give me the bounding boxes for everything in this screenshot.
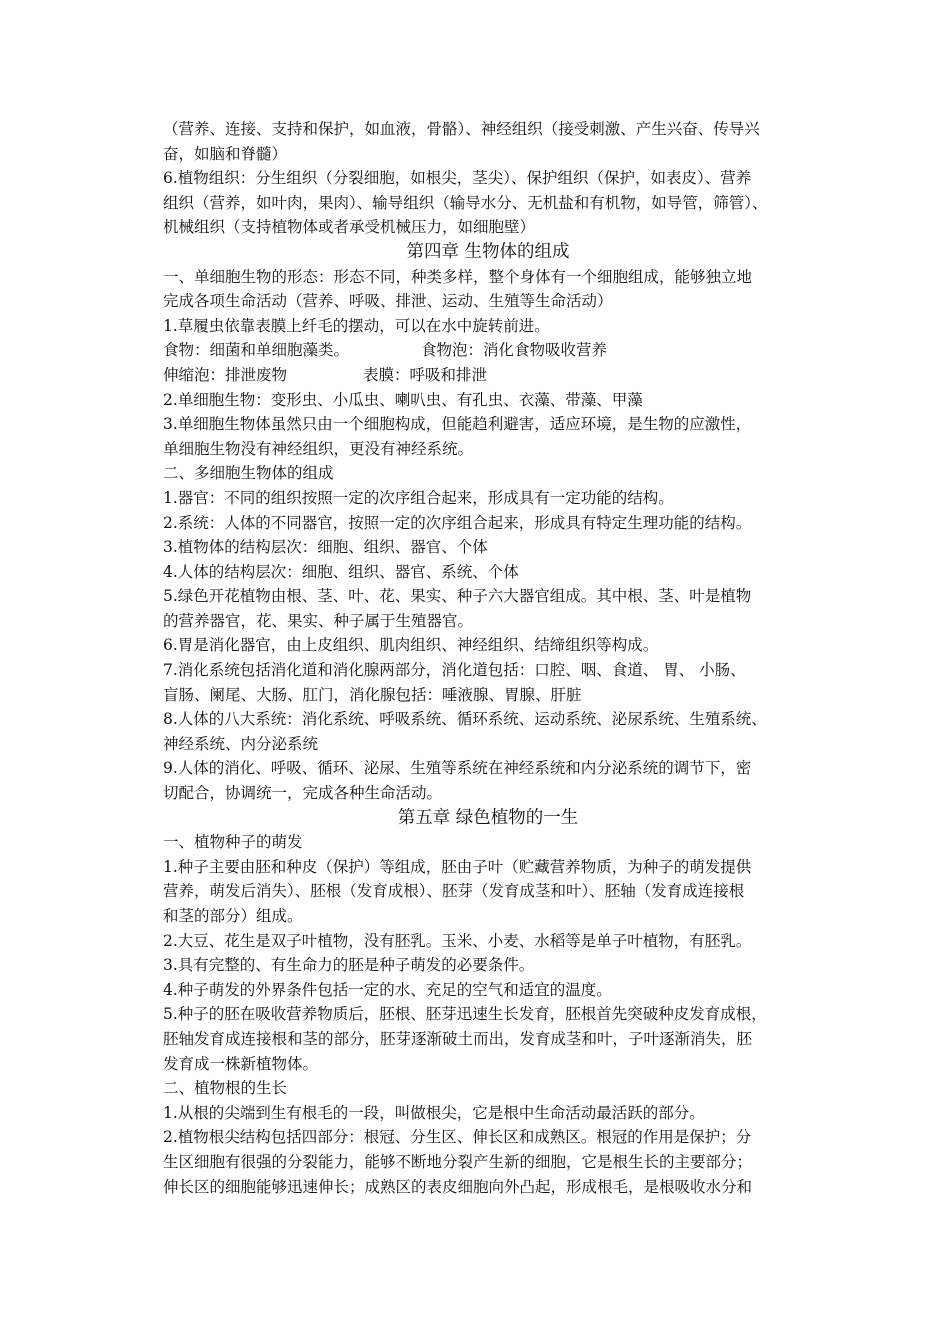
text-line: 1.器官：不同的组织按照一定的次序组合起来，形成具有一定功能的结构。	[163, 488, 674, 507]
text-line: 的营养器官，花、果实、种子属于生殖器官。	[163, 611, 474, 630]
text-line: 完成各项生命活动（营养、呼吸、排泄、运动、生殖等生命活动）	[163, 292, 613, 311]
text-line: 5.种子的胚在吸收营养物质后，胚根、胚芽迅速生长发育，胚根首先突破种皮发育成根，	[163, 1005, 767, 1024]
text-line: 盲肠、阑尾、大肠、肛门，消化腺包括：唾液腺、胃腺、肝脏	[163, 685, 582, 704]
text-line-pair	[163, 363, 803, 388]
text-line: 一、单细胞生物的形态：形态不同，种类多样，整个身体有一个细胞组成，能够独立地	[163, 267, 753, 286]
text-line: 1.种子主要由胚和种皮（保护）等组成，胚由子叶（贮藏营养物质，为种子的萌发提供	[163, 857, 752, 876]
text-line: 4.人体的结构层次：细胞、组织、器官、系统、个体	[163, 562, 519, 581]
pair-left-text: 伸缩泡：排泄废物	[163, 365, 288, 384]
text-line: 1.草履虫依靠表膜上纤毛的摆动，可以在水中旋转前进。	[163, 316, 550, 335]
text-line: 2.单细胞生物：变形虫、小瓜虫、喇叭虫、有孔虫、衣藻、带藻、甲藻	[163, 390, 643, 409]
pair-right-text: 表膜：呼吸和排泄	[363, 365, 488, 384]
text-line: 组织（营养，如叶肉，果肉）、输导组织（输导水分、无机盐和有机物，如导管，筛管）、	[163, 193, 768, 212]
pair-left-text: 食物：细菌和单细胞藻类。	[163, 341, 350, 360]
text-line: 9.人体的消化、呼吸、循环、泌尿、生殖等系统在神经系统和内分泌系统的调节下，密	[163, 759, 752, 778]
text-line: 神经系统、内分泌系统	[163, 734, 319, 753]
chapter-5-heading: 第五章 绿色植物的一生	[397, 807, 579, 828]
text-line: （营养、连接、支持和保护，如血液，骨骼）、神经组织（接受刺激、产生兴奋、传导兴	[163, 120, 760, 138]
text-line: 单细胞生物没有神经组织，更没有神经系统。	[163, 439, 474, 458]
text-line: 6.胃是消化器官，由上皮组织、肌肉组织、神经组织、结缔组织等构成。	[163, 636, 659, 655]
text-line: 和茎的部分）组成。	[163, 907, 303, 925]
text-line: 3.植物体的结构层次：细胞、组织、器官、个体	[163, 538, 488, 557]
text-line: 1.从根的尖端到生有根毛的一段，叫做根尖，它是根中生命活动最活跃的部分。	[163, 1103, 705, 1122]
section-heading: 二、多细胞生物体的组成	[163, 464, 334, 483]
text-line: 奋，如脑和脊髓）	[163, 144, 288, 163]
text-line: 2.大豆、花生是双子叶植物，没有胚乳。玉米、小麦、水稻等是单子叶植物，有胚乳。	[163, 931, 752, 950]
text-line: 2.系统：人体的不同器官，按照一定的次序组合起来，形成具有特定生理功能的结构。	[163, 513, 752, 532]
text-line: 3.具有完整的、有生命力的胚是种子萌发的必要条件。	[163, 956, 535, 975]
text-line: 胚轴发育成连接根和茎的部分，胚芽逐渐破土而出，发育成茎和叶，子叶逐渐消失，胚	[163, 1029, 753, 1048]
text-line: 3.单细胞生物体虽然只由一个细胞构成，但能趋利避害，适应环境，是生物的应激性，	[163, 415, 752, 434]
text-line: 营养，萌发后消失）、胚根（发育成根）、胚芽（发育成茎和叶）、胚轴（发育成连接根	[163, 882, 745, 901]
pair-right-text: 食物泡：消化食物吸收营养	[421, 341, 608, 360]
text-line-pair	[163, 338, 803, 363]
section-heading: 二、植物根的生长	[163, 1079, 288, 1098]
text-line: 6.植物组织：分生组织（分裂细胞，如根尖，茎尖）、保护组织（保护，如表皮）、营养	[163, 169, 752, 188]
document-page	[163, 117, 803, 1199]
text-line: 生区细胞有很强的分裂能力，能够不断地分裂产生新的细胞，它是根生长的主要部分；	[163, 1152, 753, 1171]
text-line: 2.植物根尖结构包括四部分：根冠、分生区、伸长区和成熟区。根冠的作用是保护；分	[163, 1128, 752, 1147]
text-line: 发育成一株新植物体。	[163, 1054, 319, 1073]
text-line: 8.人体的八大系统：消化系统、呼吸系统、循环系统、运动系统、泌尿系统、生殖系统、	[163, 710, 767, 729]
section-heading: 一、植物种子的萌发	[163, 833, 303, 852]
text-line: 切配合，协调统一，完成各种生命活动。	[163, 784, 443, 803]
text-line: 5.绿色开花植物由根、茎、叶、花、果实、种子六大器官组成。其中根、茎、叶是植物	[163, 587, 752, 606]
text-line: 伸长区的细胞能够迅速伸长；成熟区的表皮细胞向外凸起，形成根毛，是根吸收水分和	[163, 1177, 753, 1196]
text-line: 4.种子萌发的外界条件包括一定的水、充足的空气和适宜的温度。	[163, 980, 612, 999]
text-line: 机械组织（支持植物体或者承受机械压力，如细胞壁）	[163, 218, 536, 237]
text-line: 7.消化系统包括消化道和消化腺两部分，消化道包括：口腔、咽、食道、 胃、 小肠、	[163, 661, 746, 680]
chapter-4-heading: 第四章 生物体的组成	[406, 241, 570, 262]
